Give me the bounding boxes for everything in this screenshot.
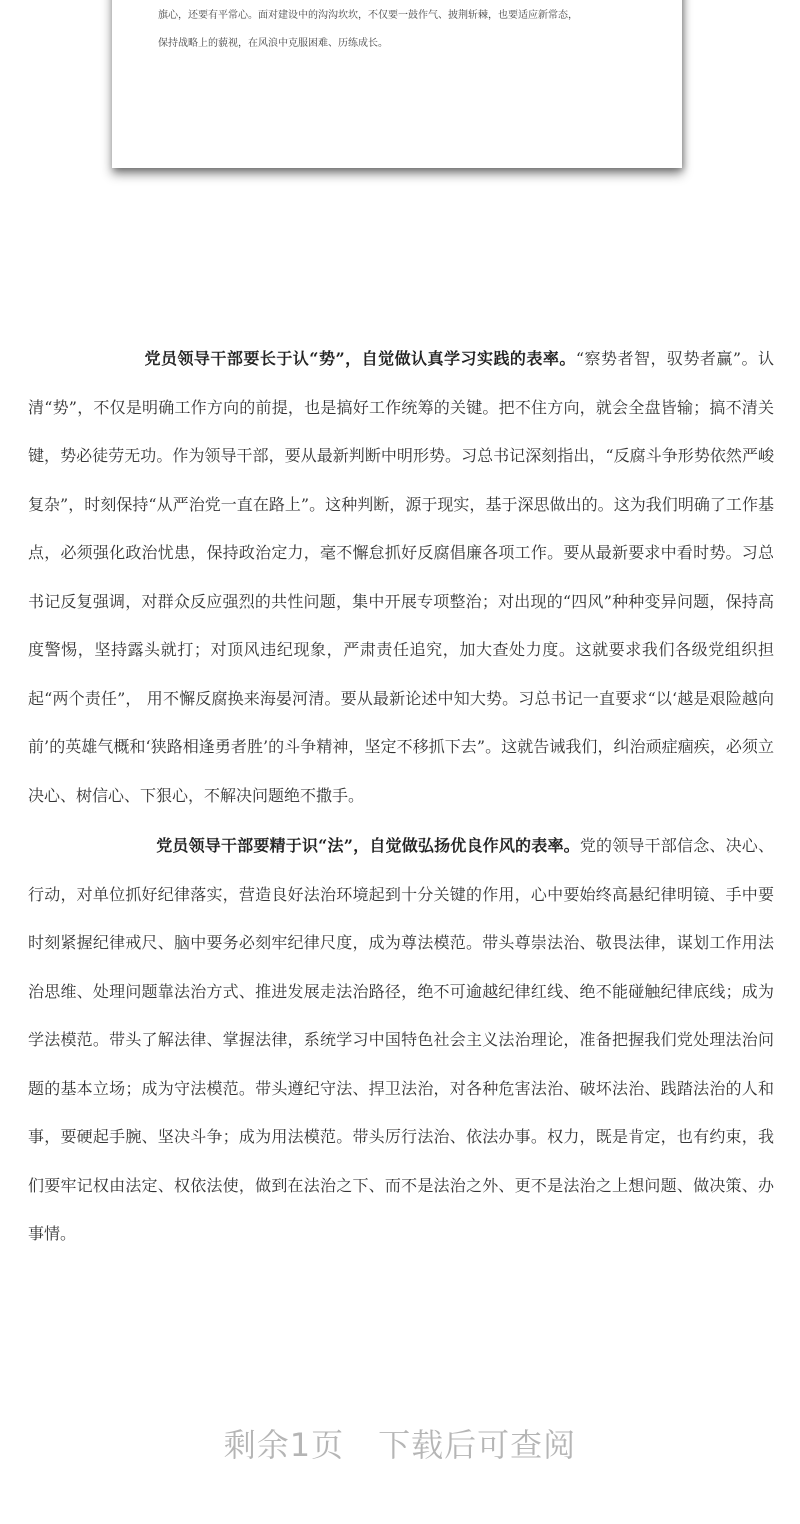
remaining-pages-text: 剩余1页 [223, 1426, 345, 1464]
paragraph-lead: 党员领导干部要长于认“势”，自觉做认真学习实践的表率。 [144, 349, 576, 368]
preview-line-1: 旗心，还要有平常心。面对建设中的沟沟坎坎，不仅要一鼓作气、披荆斩棘，也要适应新常态， [158, 10, 578, 21]
paragraph-text: “察势者智，驭势者赢”。认清“势”，不仅是明确工作方向的前提，也是搞好工作统筹的关键。把不住方向，就会全盘皆输；搞不清关键，势必徒劳无功。作为领导干部，要从最新判断中明形势。习总书记深刻指出，“反腐斗争形势依然严峻复杂”，时刻保持“从严治党一直在路上”。这种判断，源于现实，基于深思做出的。这为我们明确了工作基点，必须强化政治忧患，保持政治定力，毫不懈怠抓好反腐倡廉各项工作。要从最新要求中看时势。习总书记反复强调，对群众反应强烈的共性问题，集中开展专项整治；对出现的“四风”种种变异问题，保持高度警惕，坚持露头就打；对顶风违纪现象，严肃责任追究，加大查处力度。这就要求我们各级党组织担起“两个责任”， 用不懈反腐换来海晏河清。要从最新论述中知大势。习总书记一直要求“以‘越是艰险越向前’的英雄气概和‘狭路相逢勇者胜’的斗争精神，坚定不移抓下去”。这就告诫我们，纠治顽症痼疾，必须立决心、树信心、下狠心，不解决问题绝不撒手。 [28, 349, 774, 805]
paragraph-fa [28, 822, 774, 1259]
document-preview-card [112, 0, 682, 168]
paragraph-lead: 党员领导干部要精于识“法”，自觉做弘扬优良作风的表率。 [156, 836, 580, 855]
article-body [28, 335, 774, 1259]
download-hint-text: 下载后可查阅 [378, 1426, 577, 1464]
paragraph-text: 党的领导干部信念、决心、行动，对单位抓好纪律落实，营造良好法治环境起到十分关键的作用，心中要始终高悬纪律明镜、手中要时刻紧握纪律戒尺、脑中要务必刻牢纪律尺度，成为尊法模范。带头尊崇法治、敬畏法律，谋划工作用法治思维、处理问题靠法治方式、推进发展走法治路径，绝不可逾越纪律红线、绝不能碰触纪律底线；成为学法模范。带头了解法律、掌握法律，系统学习中国特色社会主义法治理论，准备把握我们党处理法治问题的基本立场；成为守法模范。带头遵纪守法、捍卫法治，对各种危害法治、破坏法治、践踏法治的人和事，要硬起手腕、坚决斗争；成为用法模范。带头厉行法治、依法办事。权力，既是肯定，也有约束，我们要牢记权由法定、权依法使，做到在法治之下、而不是法治之外、更不是法治之上想问题、做决策、办事情。 [28, 836, 774, 1243]
paragraph-shi [28, 335, 774, 820]
preview-line-2: 保持战略上的藐视，在风浪中克服困难、历练成长。 [158, 38, 388, 49]
preview-card-text [158, 2, 658, 58]
remaining-pages-notice[interactable] [0, 1418, 800, 1468]
